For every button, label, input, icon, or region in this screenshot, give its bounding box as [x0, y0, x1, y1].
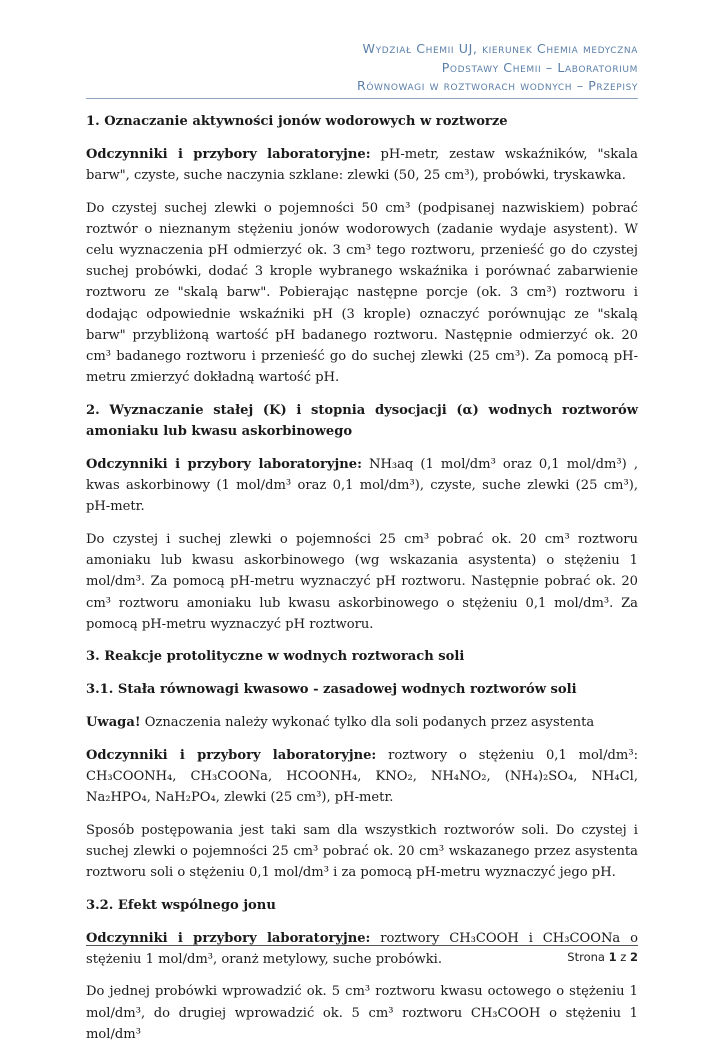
note-text: Oznaczenia należy wykonać tylko dla soli podanych przez asystenta [140, 714, 595, 730]
page-total: 2 [629, 950, 638, 964]
header-divider [86, 98, 638, 99]
section-2-reagents [86, 454, 638, 518]
section-2-title: 2. Wyznaczanie stałej (K) i stopnia dysocjacji (α) wodnych roztworów amoniaku lub kwasu askorbinowego [86, 402, 638, 440]
document-body [86, 111, 638, 1057]
page-current: 1 [608, 950, 617, 964]
section-2-procedure: Do czystej i suchej zlewki o pojemności 25 cm³ pobrać ok. 20 cm³ roztworu amoniaku lub kwasu askorbinowego (wg wskazania asystenta) o stężeniu 1 mol/dm³. Za pomocą pH-metru wyznaczyć pH roztworu. Następnie pobrać ok. 20 cm³ roztworu amoniaku lub kwasu askorbinowego o stężeniu 0,1 mol/dm³. Za pomocą pH-metru wyznaczyć pH roztworu. [86, 531, 638, 632]
note-label: Uwaga! [86, 714, 141, 730]
section-3-1-reagents [86, 745, 638, 809]
section-1-reagents [86, 144, 638, 186]
section-1-procedure: Do czystej suchej zlewki o pojemności 50 cm³ (podpisanej nazwiskiem) pobrać roztwór o nieznanym stężeniu jonów wodorowych (zadanie wydaje asystent). W celu wyznaczenia pH odmierzyć ok. 3 cm³ tego roztworu, przenieść go do czystej suchej probówki, dodać 3 krople wybranego wskaźnika i porównać zabarwienie roztworu ze "skalą barw". Pobierając następne porcje (ok. 3 cm³) roztworu i dodając odpowiednie wskaźniki pH (3 krople) oznaczyć porównując ze "skalą barw" przybliżoną wartość pH badanego roztworu. Następnie odmierzyć ok. 20 cm³ badanego roztworu i przenieść go do suchej zlewki (25 cm³). Za pomocą pH-metru zmierzyć dokładną wartość pH. [86, 200, 638, 386]
page-label: Strona [567, 950, 605, 964]
header-line-2: Podstawy Chemii – Laboratorium [441, 59, 638, 75]
section-3-1-note [86, 712, 638, 733]
reagents-label: Odczynniki i przybory laboratoryjne: [86, 146, 371, 162]
header-line-1: Wydział Chemii UJ, kierunek Chemia medyczna [362, 41, 638, 56]
reagents-text: roztwory CH₃COOH i CH₃COONa o stężeniu 1 mol/dm³, oranż metylowy, suche probówki. [86, 930, 638, 967]
footer-divider [86, 945, 638, 946]
section-3-2-reagents [86, 928, 638, 970]
page-footer [567, 950, 638, 964]
section-3-1-procedure: Sposób postępowania jest taki sam dla wszystkich roztworów soli. Do czystej i suchej zlewki o pojemności 25 cm³ pobrać ok. 20 cm³ wskazanego przez asystenta roztworu soli o stężeniu 0,1 mol/dm³ i za pomocą pH-metru wyznaczyć jego pH. [86, 822, 638, 881]
page-header [357, 40, 638, 96]
section-3-2-title: 3.2. Efekt wspólnego jonu [86, 897, 276, 913]
reagents-label: Odczynniki i przybory laboratoryjne: [86, 747, 377, 763]
section-1-title: 1. Oznaczanie aktywności jonów wodorowych w roztworze [86, 114, 508, 129]
page-sep: z [620, 950, 627, 964]
section-3-title: 3. Reakcje protolityczne w wodnych roztworach soli [86, 649, 465, 665]
reagents-text: pH-metr, zestaw wskaźników, "skala barw", czyste, suche naczynia szklane: zlewki (50, 25 cm³), probówki, tryskawka. [86, 146, 638, 183]
reagents-label: Odczynniki i przybory laboratoryjne: [86, 456, 362, 472]
section-3-2-procedure: Do jednej probówki wprowadzić ok. 5 cm³ roztworu kwasu octowego o stężeniu 1 mol/dm³, do drugiej wprowadzić ok. 5 cm³ roztworu CH₃COOH o stężeniu 1 mol/dm³ [86, 984, 638, 1042]
header-line-3: Równowagi w roztworach wodnych – Przepisy [356, 78, 638, 93]
section-3-1-title: 3.1. Stała równowagi kwasowo - zasadowej wodnych roztworów soli [86, 682, 577, 698]
reagents-text: roztwory o stężeniu 0,1 mol/dm³: CH₃COONH₄, CH₃COONa, HCOONH₄, KNO₂, NH₄NO₂, (NH₄)₂SO₄, NH₄Cl, Na₂HPO₄, NaH₂PO₄, zlewki (25 cm³), pH-metr. [86, 747, 638, 805]
reagents-text: NH₃aq (1 mol/dm³ oraz 0,1 mol/dm³) , kwas askorbinowy (1 mol/dm³ oraz 0,1 mol/dm³), czyste, suche zlewki (25 cm³), pH-metr. [86, 456, 638, 515]
reagents-label: Odczynniki i przybory laboratoryjne: [86, 930, 371, 946]
